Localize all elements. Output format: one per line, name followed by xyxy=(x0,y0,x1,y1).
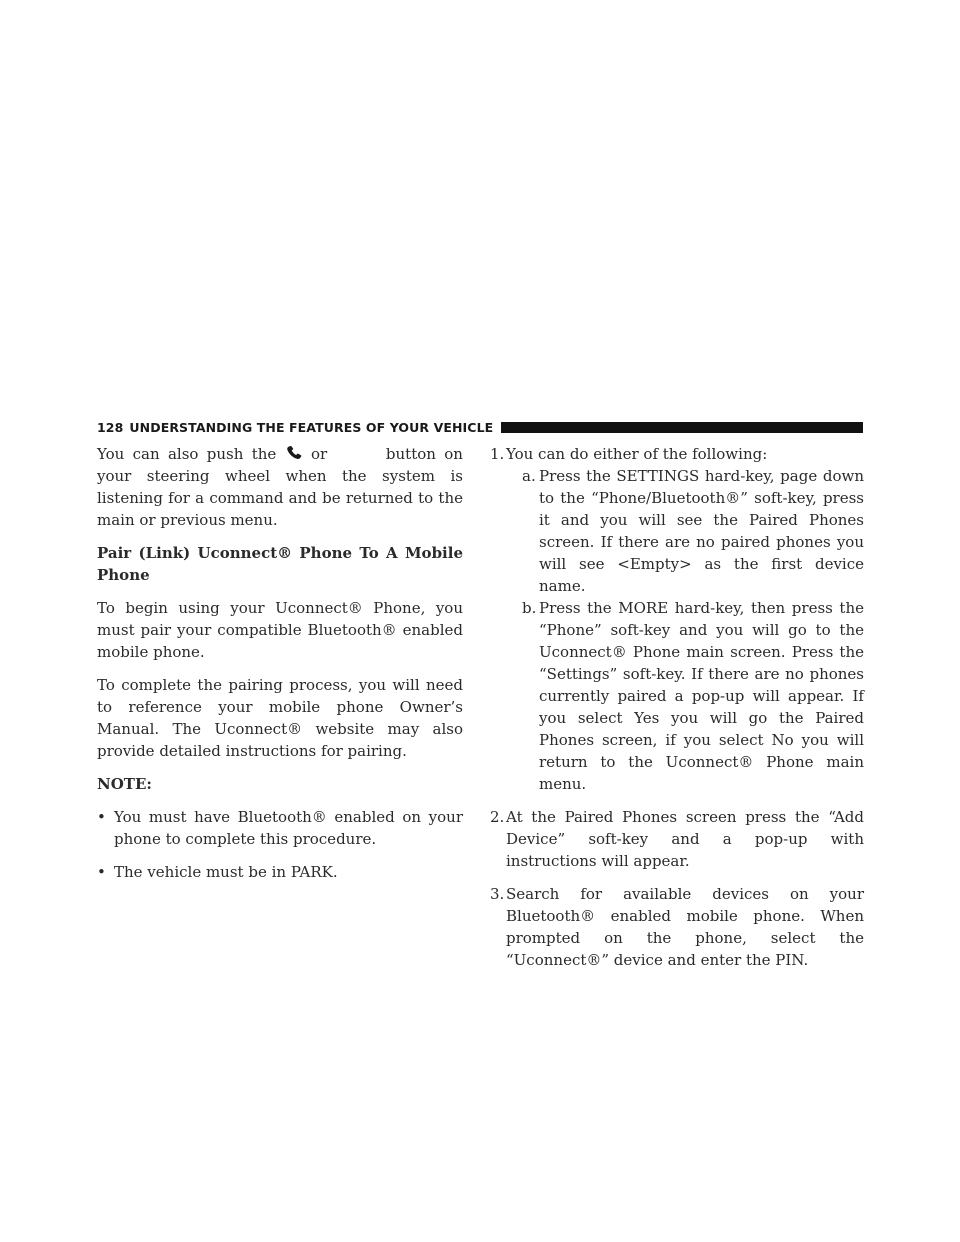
paragraph-begin: To begin using your Uconnect® Phone, you must pair your compatible Bluetooth® enabled mobile phone. xyxy=(97,599,463,661)
intro-text-a: You can also push the xyxy=(97,445,277,463)
note-label: NOTE: xyxy=(97,775,152,793)
step-1b xyxy=(506,597,864,795)
step-number: 2. xyxy=(490,808,505,826)
step-3 xyxy=(490,883,864,971)
substep-letter: b. xyxy=(522,599,537,617)
intro-text-c: button on your steering wheel when the system is listening for a command and be returned to the main or previous menu. xyxy=(97,445,463,529)
header-rule xyxy=(501,422,863,433)
step-1a xyxy=(506,465,864,597)
substep-text: Press the SETTINGS hard-key, page down to the “Phone/Bluetooth®” soft-key, press it and you will see the Paired Phones screen. If there are no paired phones you will see <Empty> as the first device name. xyxy=(539,467,864,595)
bullet-text: The vehicle must be in PARK. xyxy=(114,863,338,881)
paragraph-complete: To complete the pairing process, you will need to reference your mobile phone Owner’s Manual. The Uconnect® website may also provide detailed instructions for pairing. xyxy=(97,676,463,760)
section-heading: Pair (Link) Uconnect® Phone To A Mobile Phone xyxy=(97,544,463,584)
left-column xyxy=(97,443,463,883)
page-number: 128 xyxy=(97,419,124,435)
step-text: Search for available devices on your Bluetooth® enabled mobile phone. When prompted on the phone, select the “Uconnect®” device and enter the PIN. xyxy=(506,885,864,969)
right-column xyxy=(490,443,864,971)
step-number: 1. xyxy=(490,445,505,463)
step-text: At the Paired Phones screen press the “Add Device” soft-key and a pop-up with instructions will appear. xyxy=(506,808,864,870)
bullet-text: You must have Bluetooth® enabled on your phone to complete this procedure. xyxy=(114,808,463,848)
substep-text: Press the MORE hard-key, then press the “Phone” soft-key and you will go to the Uconnect® Phone main screen. Press the “Settings” soft-key. If there are no phones currently paired a pop-up will appear. If you select Yes you will go the Paired Phones screen, if you select No you will return to the Uconnect® Phone main menu. xyxy=(539,599,864,793)
step-text: You can do either of the following: xyxy=(506,445,768,463)
phone-icon xyxy=(286,446,302,460)
substep-letter: a. xyxy=(522,467,536,485)
bullet-symbol: • xyxy=(97,808,106,826)
intro-paragraph xyxy=(97,443,463,531)
list-item xyxy=(97,861,463,883)
page-header xyxy=(97,417,863,437)
voice-button-icon-placeholder xyxy=(336,447,378,459)
bullet-symbol: • xyxy=(97,863,106,881)
step-1 xyxy=(490,443,864,465)
intro-text-b: or xyxy=(311,445,328,463)
step-number: 3. xyxy=(490,885,505,903)
section-title: UNDERSTANDING THE FEATURES OF YOUR VEHICLE xyxy=(129,419,494,435)
list-item xyxy=(97,806,463,850)
step-2 xyxy=(490,806,864,872)
